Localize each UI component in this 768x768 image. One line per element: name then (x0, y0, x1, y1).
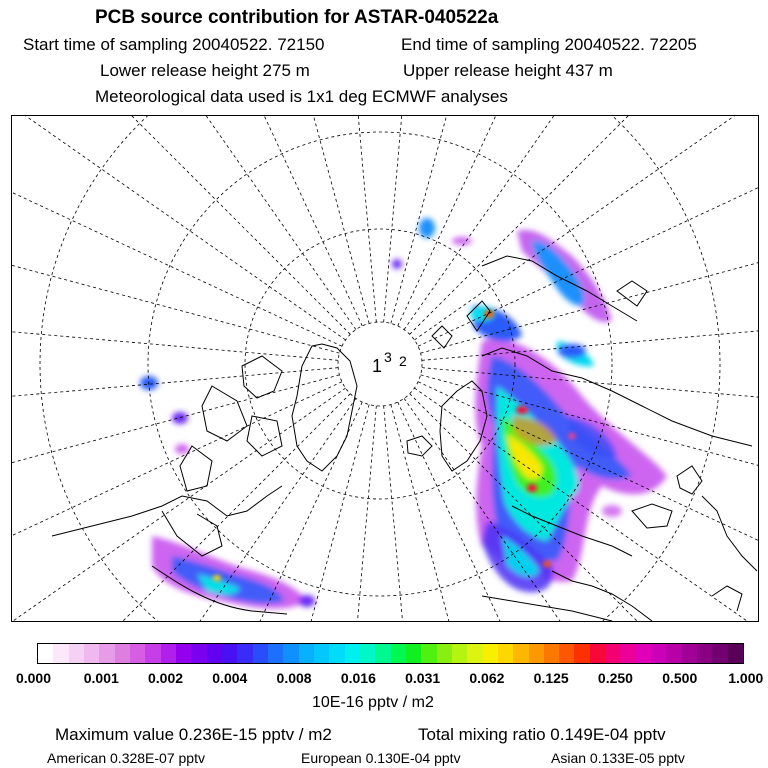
legend-tick-label: 0.000 (15, 670, 52, 686)
legend-color-cell (191, 644, 206, 663)
legend-color-cell (437, 644, 452, 663)
legend-color-cell (391, 644, 406, 663)
legend-color-cell (498, 644, 513, 663)
legend-tick-label: 0.062 (469, 670, 505, 686)
legend-color-cell (314, 644, 329, 663)
meridian-line (12, 116, 346, 340)
legend-tick-label: 0.004 (212, 670, 248, 686)
meridian-line (147, 116, 369, 323)
color-legend-bar (37, 643, 744, 664)
legend-color-cell (574, 644, 589, 663)
legend-color-cell (115, 644, 130, 663)
legend-color-cell (69, 644, 84, 663)
legend-tick-label: 1.000 (728, 670, 764, 686)
legend-color-cell (712, 644, 727, 663)
meridian-line (12, 286, 338, 361)
meridian-line (12, 116, 356, 330)
legend-color-cell (345, 644, 360, 663)
start-time-label: Start time of sampling 20040522. 72150 (23, 35, 325, 54)
lower-release-height: Lower release height 275 m (100, 61, 310, 80)
legend-color-cell (53, 644, 68, 663)
asian-contribution: Asian 0.133E-05 pptv (551, 750, 685, 766)
legend-color-cell (130, 644, 145, 663)
legend-color-cell (38, 644, 53, 663)
legend-tick-label: 0.031 (405, 670, 441, 686)
legend-color-cell (360, 644, 375, 663)
plot-title: PCB source contribution for ASTAR-040522a (95, 7, 499, 28)
meridians (12, 116, 759, 622)
legend-color-cell (529, 644, 544, 663)
legend-color-cell (329, 644, 344, 663)
legend-color-cell (237, 644, 252, 663)
legend-color-cell (299, 644, 314, 663)
legend-color-cell (176, 644, 191, 663)
legend-color-cell (620, 644, 635, 663)
polar-map (11, 115, 759, 622)
total-mixing-ratio-label: Total mixing ratio 0.149E-04 pptv (418, 725, 666, 744)
legend-color-cell (161, 644, 176, 663)
legend-tick-label: 0.001 (83, 670, 119, 686)
legend-color-cell (253, 644, 268, 663)
legend-color-cell (452, 644, 467, 663)
legend-color-cell (697, 644, 712, 663)
legend-color-cell (268, 644, 283, 663)
meridian-line (12, 131, 339, 353)
maximum-value-label: Maximum value 0.236E-15 pptv / m2 (55, 725, 332, 744)
map-canvas (12, 116, 759, 622)
legend-color-cell (513, 644, 528, 663)
meridian-line (302, 116, 377, 322)
meridian-line (12, 116, 362, 326)
legend-color-cell (222, 644, 237, 663)
legend-color-cell (375, 644, 390, 663)
meridian-line (12, 116, 342, 346)
legend-color-cell (467, 644, 482, 663)
legend-tick-label: 0.500 (662, 670, 698, 686)
meridian-line (384, 116, 459, 322)
legend-color-cell (651, 644, 666, 663)
legend-color-cell (636, 644, 651, 663)
legend-color-cell (544, 644, 559, 663)
legend-tick-label: 0.008 (276, 670, 312, 686)
meridian-line (384, 406, 459, 622)
legend-color-cell (483, 644, 498, 663)
legend-color-cell (666, 644, 681, 663)
meridian-line (302, 406, 377, 622)
end-time-label: End time of sampling 20040522. 72205 (401, 35, 697, 54)
pole-labels (372, 349, 407, 376)
american-contribution: American 0.328E-07 pptv (47, 750, 205, 766)
legend-color-cell (590, 644, 605, 663)
legend-tick-label: 0.002 (148, 670, 184, 686)
latitude-circles (12, 116, 759, 622)
pole-label-3: 3 (384, 349, 392, 365)
legend-color-cell (283, 644, 298, 663)
legend-tick-label: 0.250 (597, 670, 633, 686)
legend-color-cell (605, 644, 620, 663)
legend-color-cell (406, 644, 421, 663)
legend-tick-label: 0.125 (533, 670, 569, 686)
legend-color-cell (559, 644, 574, 663)
legend-color-cell (207, 644, 222, 663)
legend-color-cell (682, 644, 697, 663)
legend-color-cell (728, 644, 743, 663)
legend-units: 10E-16 pptv / m2 (312, 694, 434, 711)
meteorological-data-label: Meteorological data used is 1x1 deg ECMWF analyses (95, 87, 508, 106)
european-contribution: European 0.130E-04 pptv (301, 750, 461, 766)
legend-color-cell (421, 644, 436, 663)
legend-tick-label: 0.016 (340, 670, 376, 686)
legend-color-cell (84, 644, 99, 663)
upper-release-height: Upper release height 437 m (403, 61, 613, 80)
legend-color-cell (145, 644, 160, 663)
meridian-line (12, 368, 338, 443)
legend-color-cell (99, 644, 114, 663)
pole-label-2: 2 (399, 353, 407, 369)
pole-label-1: 1 (372, 356, 383, 376)
